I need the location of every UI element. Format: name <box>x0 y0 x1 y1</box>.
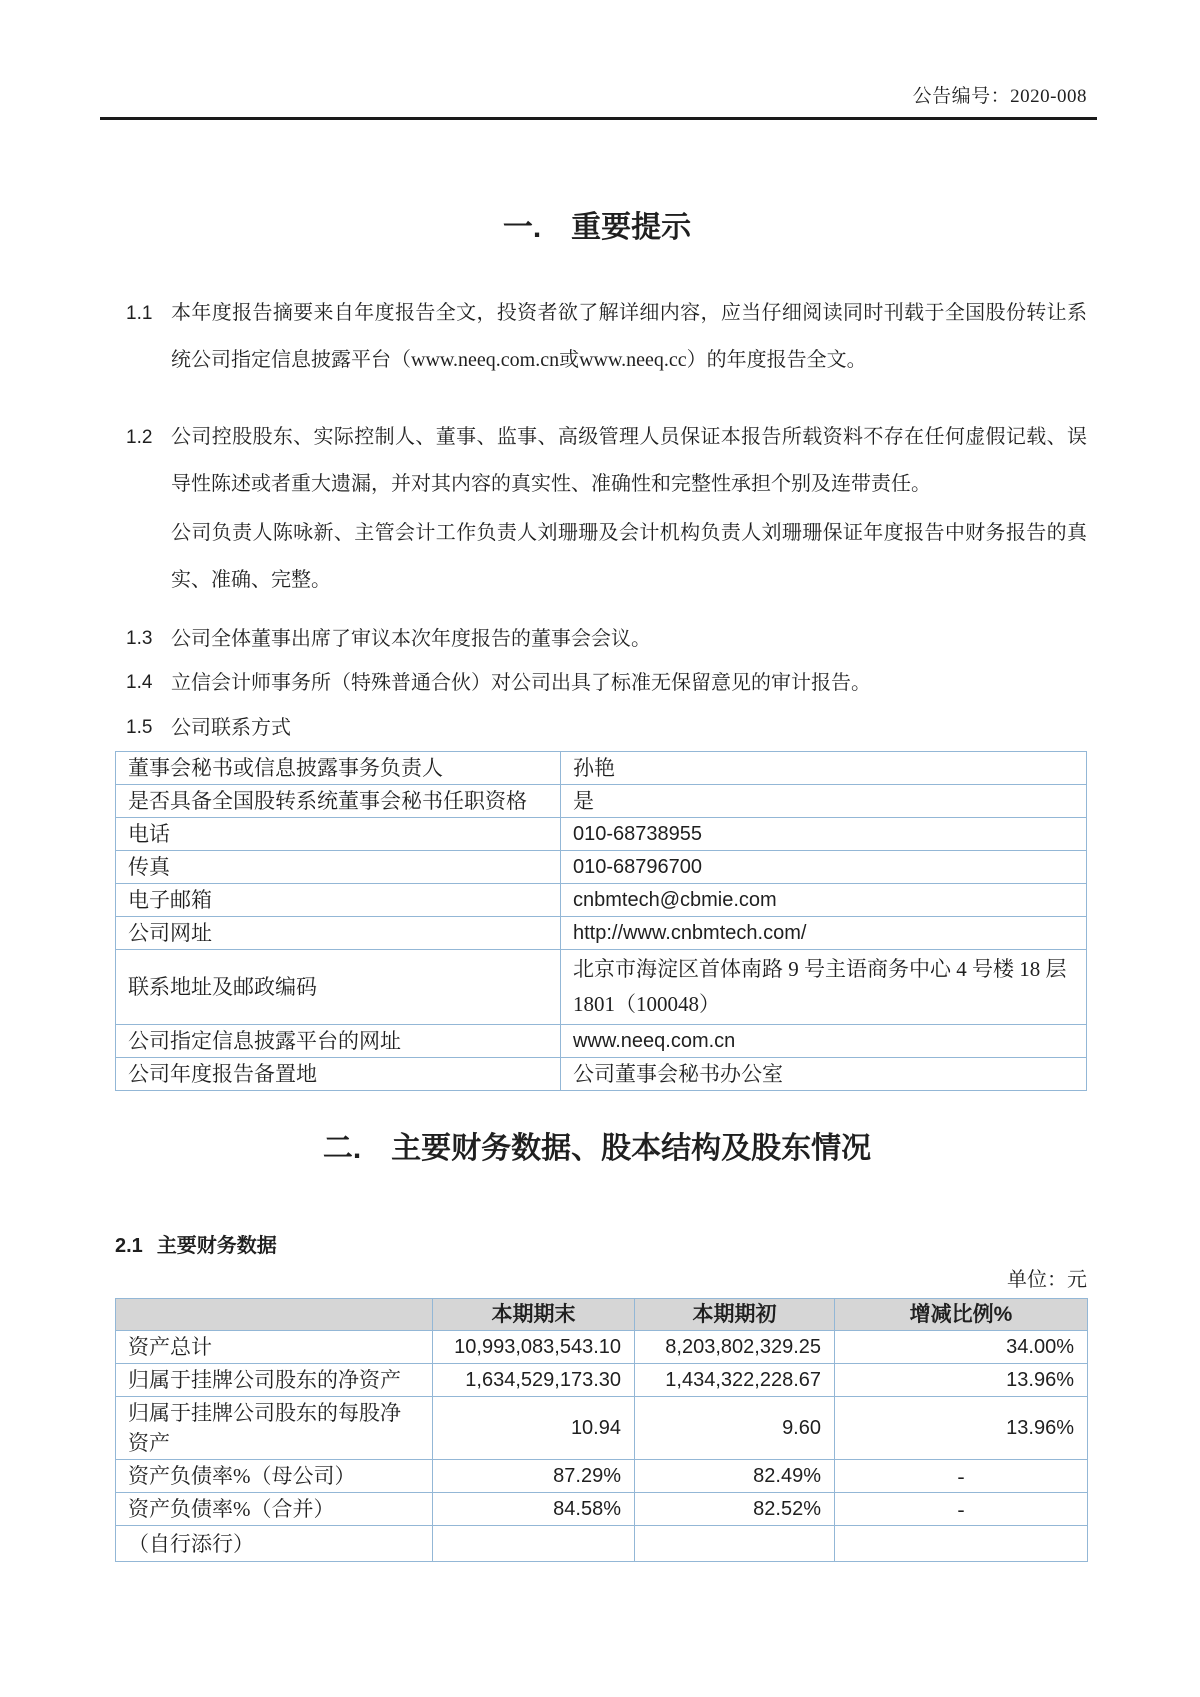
contact-row-email <box>116 884 1087 917</box>
fin-header-empty <box>116 1299 433 1331</box>
contact-row-website <box>116 917 1087 950</box>
fin-value-end: 1,634,529,173.30 <box>433 1364 635 1397</box>
fin-value-change: 13.96% <box>835 1364 1088 1397</box>
fin-value-change: 13.96% <box>835 1397 1088 1460</box>
item-1-4 <box>126 668 1087 698</box>
fin-row-total-assets <box>116 1331 1088 1364</box>
contact-label: 公司指定信息披露平台的网址 <box>116 1025 561 1058</box>
contact-row-address <box>116 950 1087 1025</box>
company-contact-table <box>115 751 1087 1091</box>
fin-label: 归属于挂牌公司股东的净资产 <box>116 1364 433 1397</box>
section1-title-text: 重要提示 <box>571 211 692 244</box>
contact-value: http://www.cnbmtech.com/ <box>561 917 1087 950</box>
fin-label: 资产负债率%（合并） <box>116 1493 433 1526</box>
item-1-2-paragraph-1: 公司控股股东、实际控制人、董事、监事、高级管理人员保证本报告所载资料不存在任何虚假记载、误导性陈述或者重大遗漏，并对其内容的真实性、准确性和完整性承担个别及连带责任。 <box>171 426 1087 495</box>
fin-value-end <box>433 1526 635 1562</box>
contact-value: cnbmtech@cbmie.com <box>561 884 1087 917</box>
item-1-4-number: 1.4 <box>126 672 153 693</box>
fin-label: 归属于挂牌公司股东的每股净资产 <box>116 1397 433 1460</box>
section1-title <box>107 210 1087 246</box>
fin-row-debt-ratio-parent <box>116 1460 1088 1493</box>
fin-value-begin: 8,203,802,329.25 <box>635 1331 835 1364</box>
fin-value-change: - <box>835 1460 1088 1493</box>
item-1-2 <box>126 414 1087 604</box>
contact-value: 孙艳 <box>561 752 1087 785</box>
subsection-2-1-heading <box>115 1233 1087 1259</box>
fin-value-end: 10,993,083,543.10 <box>433 1331 635 1364</box>
fin-header-period-end: 本期期末 <box>433 1299 635 1331</box>
contact-label: 董事会秘书或信息披露事务负责人 <box>116 752 561 785</box>
contact-label: 联系地址及邮政编码 <box>116 950 561 1025</box>
section2-title-number: 二. <box>322 1132 362 1165</box>
item-1-2-text <box>171 414 1087 604</box>
item-1-5 <box>126 713 1087 743</box>
section1-items <box>107 290 1087 743</box>
contact-value: 公司董事会秘书办公室 <box>561 1058 1087 1091</box>
contact-row-qualification <box>116 785 1087 818</box>
fin-label: （自行添行） <box>116 1526 433 1562</box>
item-1-5-number: 1.5 <box>126 717 153 738</box>
contact-row-phone <box>116 818 1087 851</box>
fin-value-change: 34.00% <box>835 1331 1088 1364</box>
subsection-2-1-text: 主要财务数据 <box>156 1235 277 1257</box>
fin-value-change: - <box>835 1493 1088 1526</box>
contact-row-secretary <box>116 752 1087 785</box>
item-1-3-text: 公司全体董事出席了审议本次年度报告的董事会会议。 <box>171 628 651 650</box>
contact-row-report-location <box>116 1058 1087 1091</box>
contact-value: 北京市海淀区首体南路 9 号主语商务中心 4 号楼 18 层 1801（100048） <box>561 950 1087 1025</box>
fin-value-end: 10.94 <box>433 1397 635 1460</box>
notice-number: 公告编号：2020-008 <box>912 86 1087 107</box>
fin-value-end: 84.58% <box>433 1493 635 1526</box>
fin-row-net-assets-per-share <box>116 1397 1088 1460</box>
item-1-5-text: 公司联系方式 <box>171 717 291 739</box>
key-financial-data-table <box>115 1298 1088 1562</box>
contact-label: 电子邮箱 <box>116 884 561 917</box>
fin-value-change <box>835 1526 1088 1562</box>
subsection-2-1-number: 2.1 <box>115 1235 143 1257</box>
fin-value-begin <box>635 1526 835 1562</box>
fin-value-begin: 1,434,322,228.67 <box>635 1364 835 1397</box>
contact-label: 是否具备全国股转系统董事会秘书任职资格 <box>116 785 561 818</box>
fin-value-begin: 82.52% <box>635 1493 835 1526</box>
item-1-2-number: 1.2 <box>126 427 153 448</box>
contact-value: 010-68738955 <box>561 818 1087 851</box>
fin-row-debt-ratio-consolidated <box>116 1493 1088 1526</box>
contact-row-fax <box>116 851 1087 884</box>
item-1-3 <box>126 624 1087 654</box>
item-1-1-number: 1.1 <box>126 303 153 324</box>
section2-title <box>107 1131 1087 1167</box>
contact-label: 传真 <box>116 851 561 884</box>
item-1-2-paragraph-2: 公司负责人陈咏新、主管会计工作负责人刘珊珊及会计机构负责人刘珊珊保证年度报告中财务报告的真实、准确、完整。 <box>171 522 1087 591</box>
section1-title-number: 一. <box>502 211 542 244</box>
fin-value-begin: 82.49% <box>635 1460 835 1493</box>
fin-row-placeholder <box>116 1526 1088 1562</box>
fin-header-period-begin: 本期期初 <box>635 1299 835 1331</box>
contact-value: 010-68796700 <box>561 851 1087 884</box>
item-1-3-number: 1.3 <box>126 628 153 649</box>
contact-value: 是 <box>561 785 1087 818</box>
contact-label: 公司年度报告备置地 <box>116 1058 561 1091</box>
fin-row-net-assets <box>116 1364 1088 1397</box>
item-1-1-text <box>171 290 1087 384</box>
fin-value-begin: 9.60 <box>635 1397 835 1460</box>
fin-value-end: 87.29% <box>433 1460 635 1493</box>
fin-header-change-ratio: 增减比例% <box>835 1299 1088 1331</box>
fin-label: 资产负债率%（母公司） <box>116 1460 433 1493</box>
section2-title-text: 主要财务数据、股本结构及股东情况 <box>391 1132 872 1165</box>
header-divider-rule <box>100 117 1097 120</box>
contact-row-disclosure-platform <box>116 1025 1087 1058</box>
unit-label: 单位：元 <box>1007 1269 1087 1291</box>
item-1-4-text: 立信会计师事务所（特殊普通合伙）对公司出具了标准无保留意见的审计报告。 <box>171 672 871 694</box>
contact-label: 公司网址 <box>116 917 561 950</box>
item-1-1 <box>126 290 1087 384</box>
item-1-1-paragraph: 本年度报告摘要来自年度报告全文，投资者欲了解详细内容，应当仔细阅读同时刊载于全国股份转让系统公司指定信息披露平台（www.neeq.com.cn或www.neeq.cc）的年度报告全文。 <box>171 302 1087 371</box>
contact-label: 电话 <box>116 818 561 851</box>
contact-value: www.neeq.com.cn <box>561 1025 1087 1058</box>
fin-label: 资产总计 <box>116 1331 433 1364</box>
fin-header-row <box>116 1299 1088 1331</box>
